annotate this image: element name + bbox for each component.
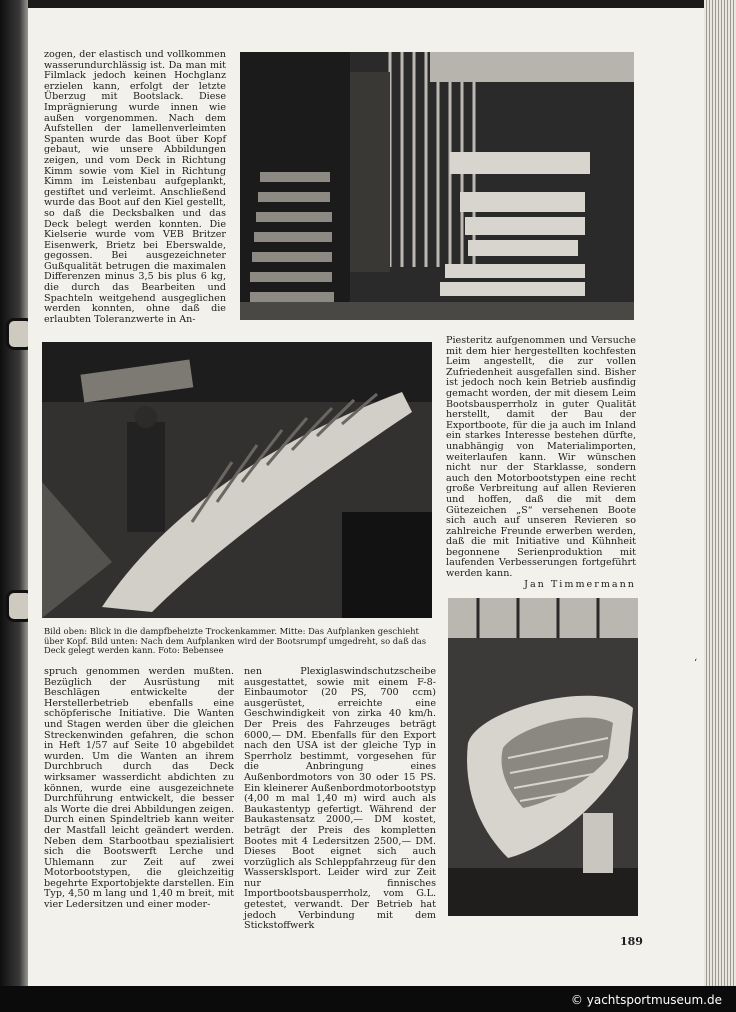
photo-hull-turned [448,598,638,916]
body-text: nen Plexiglaswindschutzscheibe ausgestattet, sowie mit einem F-8-Einbaumotor (20 PS, 700 ccm) ausgerüstet, erreichte eine Geschwindigkeit von zirka 40 km/h. Der Preis des Fahrzeuges beträgt 6000,— DM. Ebenfalls für den Export nach den USA ist der gleiche Typ in Sperrholz bestimmt, vorgesehen für die Anbringung eines Außenbordmotors von 30 oder 15 PS. Ein kleinerer Außenbordmotorbootstyp (4,00 m mal 1,40 m) wird auch als Baukastentyp gefertigt. Während der Baukastensatz 2000,— DM kostet, beträgt der Preis des kompletten Bootes mit 4 Ledersitzen 2500,— DM. Dieses Boot eignet sich auch vorzüglich als Schleppfahrzeug für den Wassersklsport. Leider wird zur Zeit nur finnisches Importbootsbausperrholz, vom G.L. getestet, verwandt. Der Betrieb hat jedoch Verbindung mit dem Stickstoffwerk [244,666,436,932]
article-column-right [446,336,636,590]
body-text: zogen, der elastisch und vollkommen wasserundurchlässig ist. Da man mit Filmlack jedoch keinen Hochglanz erzielen kann, erfolgt der letzte Überzug mit Bootslack. Diese Imprägnierung wurde innen wie außen vorgenommen. Nach dem Aufstellen der lamellenverleimten Spanten wurde das Boot über Kopf gebaut, wie unsere Abbildungen zeigen, und vom Deck in Richtung Kimm sowie vom Kiel in Richtung Kimm im Leistenbau aufgeplankt, gestiftet und verleimt. Anschließend wurde das Boot auf den Kiel gestellt, so daß die Decksbalken und das Deck belegt werden konnten. Die Kielserie wurde vom VEB Britzer Eisenwerk, Brietz bei Eberswalde, gegossen. Bei ausgezeichneter Gußqualität betrugen die maximalen Differenzen minus 3,5 bis plus 6 kg, die durch das Bearbeiten und Spachteln weitgehend ausgeglichen werden konnten, ohne daß die erlaubten Toleranzwerte in An- [44,49,226,325]
drying-chamber-image [240,52,634,320]
photo-planking-over-head [42,342,432,618]
book-spine [0,0,28,1012]
body-text: Piesteritz aufgenommen und Versuche mit dem hier hergestellten kochfesten Leim angestellt, die zur vollen Zufriedenheit ausgefallen sind. Bisher ist jedoch noch kein Betrieb ausfindig gemacht worden, der mit diesem Leim Bootsbausperrholz in guter Qualität herstellt, damit der Bau der Exportboote, für die ja auch im Inland ein starkes Interesse bestehen dürfte, unabhängig von Materialimporten, weiterlaufen kann. Wir wünschen nicht nur der Starklasse, sondern auch den Motorbootstypen eine recht große Verbreitung auf allen Revieren und hoffen, daß die mit dem Gütezeichen „S“ versehenen Boote sich auch auf unseren Revieren so zahlreiche Freunde erwerben werden, daß die mit Initiative und Kühnheit begonnene Serienproduktion mit laufenden Verbesserungen fortgeführt werden kann. [446,335,636,580]
page-number: 189 [620,935,643,948]
caption-credit: Foto: Bebensee [158,645,224,656]
watermark-text: © yachtsportmuseum.de [570,993,722,1007]
photo-drying-chamber [240,52,634,320]
hull-image [448,598,638,916]
photo-caption [44,627,434,656]
article-column-bottom-left [44,667,234,911]
page-stack-edge [704,0,736,986]
body-text: spruch genommen werden mußten. Bezüglich der Ausrüstung mit Beschlägen entwickelte der Herstellerbetrieb ebenfalls eine schöpferische Initiative. Die Wanten und Stagen werden über die gleichen Streckenwinden gefahren, die schon in Heft 1/57 auf Seite 10 abgebildet wurden. Um die Wanten an ihrem Durchbruch durch das Deck wirksamer wasserdicht abdichten zu können, wurde eine ausgezeichnete Durchführung entwickelt, die besser als Worte die drei Abbildungen zeigen. Durch einen Spindeltrieb kann weiter der Mastfall leicht geändert werden. Neben dem Starbootbau spezialisiert sich die Bootswerft Lerche und Uhlemann zur Zeit auf zwei Motorbootstypen, die gleichzeitig begehrte Exportobjekte darstellen. Ein Typ, 4,50 m lang und 1,40 m breit, mit vier Ledersitzen und einer moder- [44,666,234,911]
scan-mark: ‘ [694,658,698,669]
watermark-bar [0,986,736,1012]
caption-text: Bild oben: Blick in die dampfbeheizte Trockenkammer. Mitte: Das Aufplanken geschieht über Kopf. Bild unten: Nach dem Aufplanken wird der Bootsrumpf umgedreht, so daß das Deck gelegt werden kann. [44,626,427,656]
planking-image [42,342,432,618]
article-column-bottom-middle [244,667,436,932]
article-column-top-left [44,50,226,325]
author-signature: Jan Timmermann [524,578,636,590]
